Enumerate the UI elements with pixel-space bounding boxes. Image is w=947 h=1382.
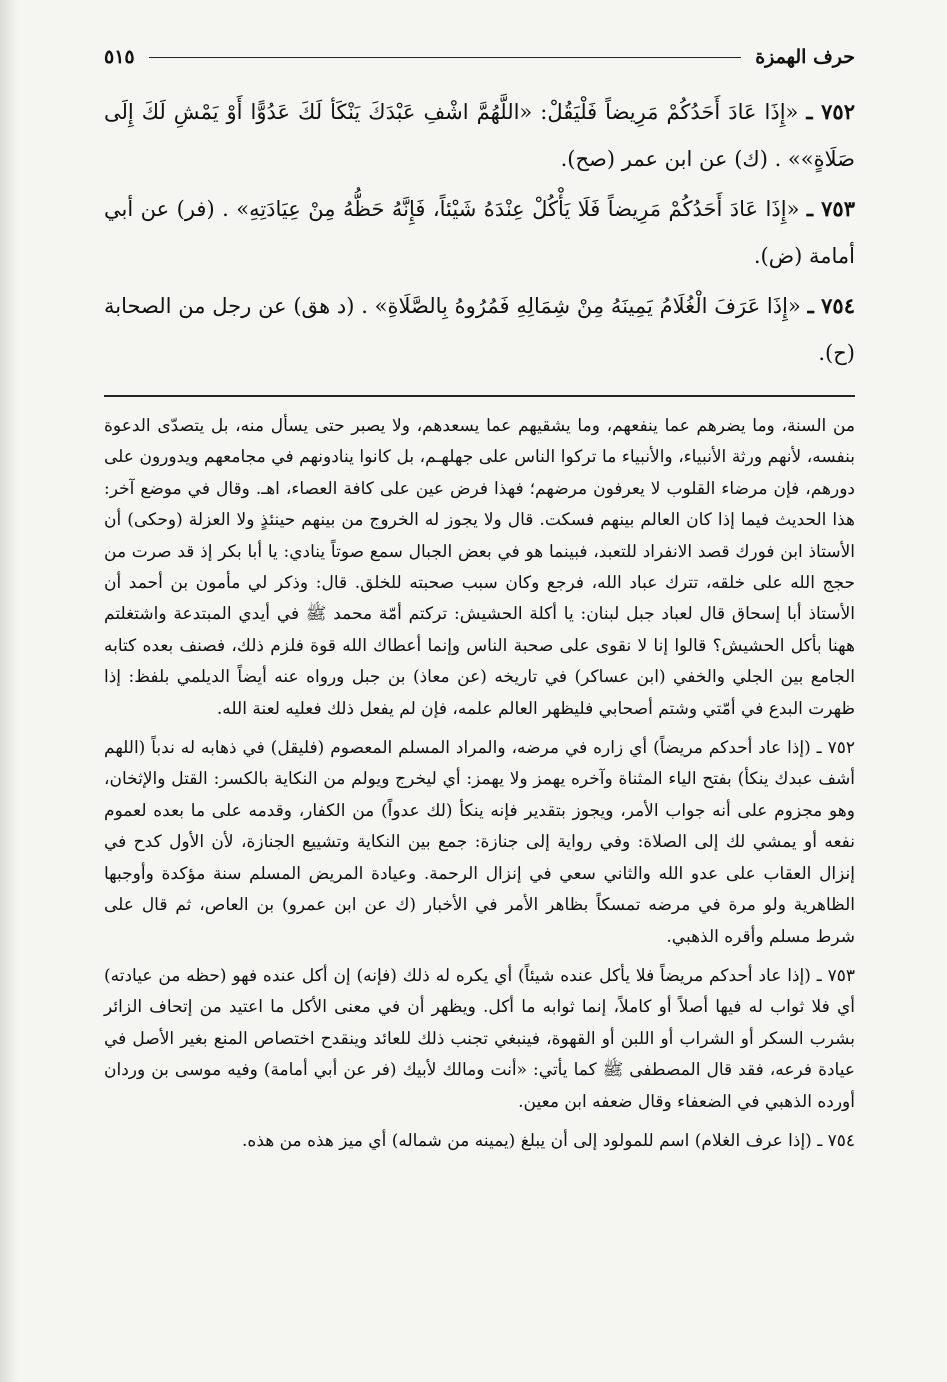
hadith-section: [104, 88, 855, 377]
page-number: ٥١٥: [104, 46, 135, 68]
page-header: [104, 40, 855, 74]
commentary-section: [104, 411, 855, 1157]
hadith-752: [104, 88, 855, 183]
hadith-text: «إِذَا عَادَ أَحَدُكُمْ مَرِيضاً فَلَا يَأْكُلْ عِنْدَهُ شَيْئاً، فَإِنَّهُ حَظُّهُ مِنْ عِيَادَتِهِ» . (فر) عن أبي أمامة (ض).: [104, 197, 855, 268]
chapter-title: حرف الهمزة: [755, 46, 855, 68]
commentary-753: ٧٥٣ ـ (إذا عاد أحدكم مريضاً فلا يأكل عنده شيئاً) أي يكره له ذلك (فإنه) إن أكل عنده فهو (حظه من عيادته) أي فلا ثواب له فيها أصلاً أو كاملاً، إنما ثوابه ما أكل. ويظهر أن في معنى الأكل ما اعتيد من إتحاف الزائر بشرب السكر أو الشراب أو اللبن أو القهوة، فينبغي تجنب ذلك للعائد وينقدح اختصاص المنع بغير الأصل في عيادة فرعه، فقد قال المصطفى ﷺ كما يأتي: «أنت ومالك لأبيك (فر عن أبي أمامة) وفيه موسى بن وردان أورده الذهبي في الضعفاء وقال ضعفه ابن معين.: [104, 965, 855, 1112]
hadith-number: ٧٥٣ ـ: [806, 196, 855, 221]
commentary-754: ٧٥٤ ـ (إذا عرف الغلام) اسم للمولود إلى أن يبلغ (يمينه من شماله) أي ميز هذه من هذه.: [242, 1130, 855, 1151]
hadith-text: «إِذَا عَادَ أَحَدُكُمْ مَرِيضاً فَلْيَقُلْ: «اللَّهُمَّ اشْفِ عَبْدَكَ يَنْكَأ لَكَ عَدُوًّا أَوْ يَمْشِ لَكَ إِلَى صَلَاةٍ»» . (ك) عن ابن عمر (صح).: [104, 100, 855, 171]
hadith-number: ٧٥٤ ـ: [807, 293, 855, 318]
section-divider: [104, 395, 855, 397]
commentary-752: ٧٥٢ ـ (إذا عاد أحدكم مريضاً) أي زاره في مرضه، والمراد المسلم المعصوم (فليقل) في ذهابه له ندباً (اللهم أشف عبدك ينكأ) بفتح الياء المثناة وآخره يهمز ولا يهمز: أي ليخرج ويولم من النكاية بالكسر: القتل والإثخان، وهو مجزوم على أنه جواب الأمر، ويجوز بتقدير فإنه ينكأ (لك عدواً) من الكفار، وقدمه على ما بعده لعموم نفعه أو يمشي لك إلى الصلاة: وفي رواية إلى جنازة: جمع بين النكاية وتشييع الجنازة، لأن الأول كدح في إنزال العقاب على عدو الله والثاني سعي في إنزال الرحمة. وعيادة المريض المسلم سنة مؤكدة وأوجبها الظاهرية ولو مرة في مرضه تمسكاً بظاهر الأمر في الأخبار (ك عن ابن عمرو) بن العاص، ثم قال على شرط مسلم وأقره الذهبي.: [104, 738, 855, 947]
commentary-intro: من السنة، وما يضرهم عما ينفعهم، وما يشقيهم عما يسعدهم، ولا يصبر حتى يسأل منه، بل يتصدّى الدعوة بنفسه، لأنهم ورثة الأنبياء، والأنبياء ما تركوا الناس على جهلهـم، بل كانوا ينادونهم في مجامعهم ويدورون على دورهم، فإن مرضاء القلوب لا يعرفون مرضهم؛ فهذا فرض عين على كافة العصاء، اهـ. وقال في موضع آخر: هذا الحديث فيما إذا كان العالم بينهم فسكت. قال ولا يجوز له الخروج من بينهم حينئذٍ ولا العزلة (وحكى) أن الأستاذ ابن فورك قصد الانفراد للتعبد، فبينما هو في بعض الجبال سمع صوتاً ينادي: يا أبا بكر إذ قد صرت من حجج الله على خلقه، تترك عباد الله، فرجع وكان سبب صحبته للخلق. قال: وذكر لي مأمون بن أحمد أن الأستاذ أبا إسحاق قال لعباد جبل لبنان: يا أكلة الحشيش: تركتم أمّة محمد ﷺ في أيدي المبتدعة واشتغلتم ههنا بأكل الحشيش؟ قالوا إنا لا نقوى على صحبة الناس وإنما أعطاك الله قوة فلزم ذلك، فصنف بعده كتابه الجامع بين الجلي والخفي (ابن عساكر) في تاريخه (عن معاذ) بن جبل ورواه عنه أيضاً الديلمي بلفظ: إذا ظهرت البدع في أمّتي وشتم أصحابي فليظهر العالم علمه، فإن لم يفعل ذلك فعليه لعنة الله.: [104, 416, 855, 719]
hadith-text: «إِذَا عَرَفَ الْغُلَامُ يَمِينَهُ مِنْ شِمَالِهِ فَمُرُوهُ بِالصَّلَاةِ» . (د هق) عن رجل من الصحابة (ح).: [104, 294, 855, 365]
hadith-number: ٧٥٢ ـ: [806, 99, 855, 124]
header-rule: [149, 57, 742, 58]
hadith-753: [104, 185, 855, 280]
hadith-754: [104, 282, 855, 377]
